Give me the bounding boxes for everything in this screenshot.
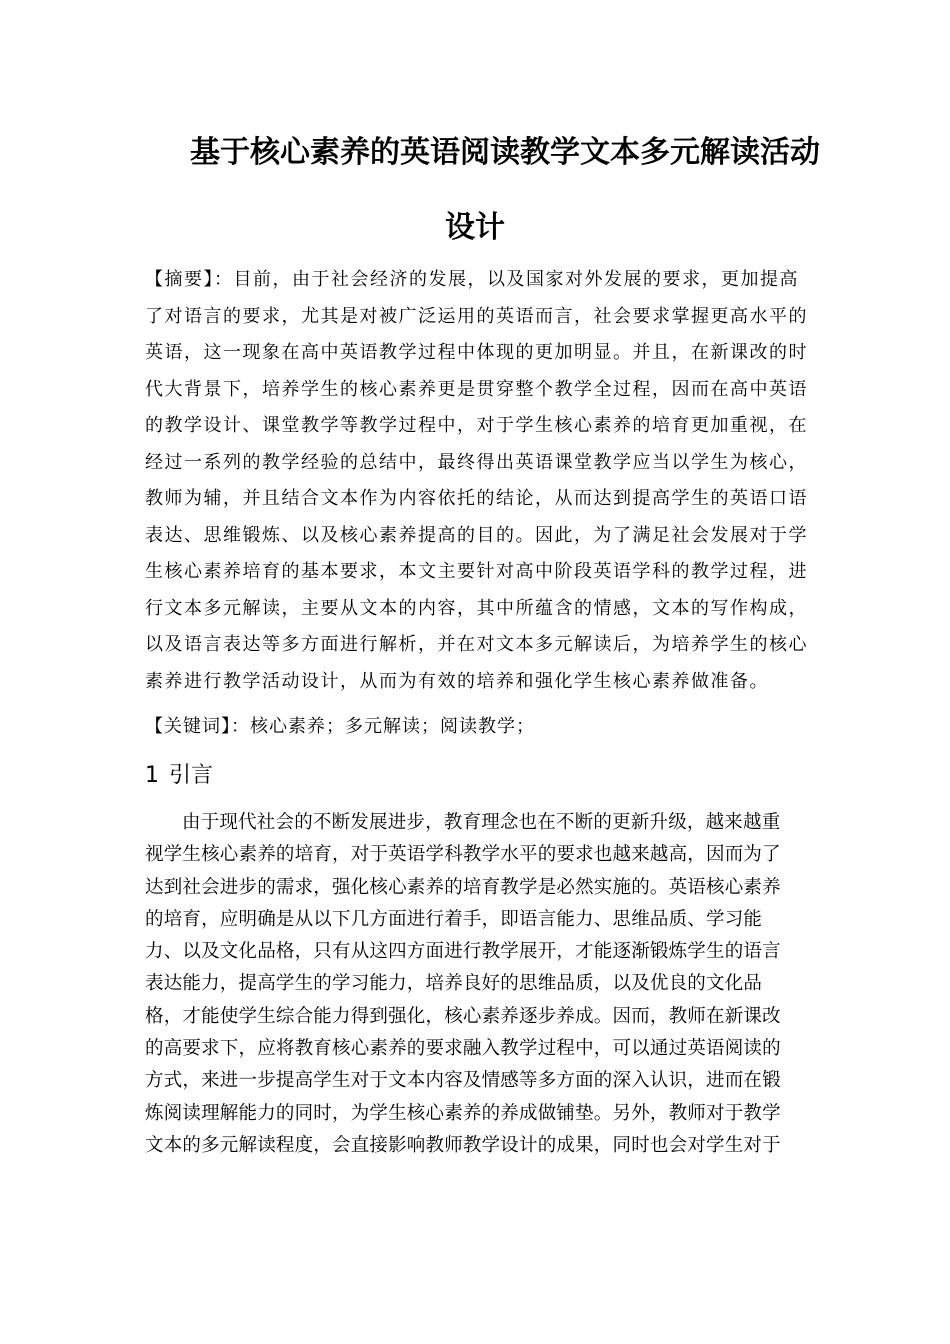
abstract-line: 素养进行教学活动设计，从而为有效的培养和强化学生核心素养做准备。 [145, 670, 769, 692]
body-line: 力、以及文化品格，只有从这四方面进行教学展开，才能逐渐锻炼学生的语言 [145, 941, 781, 963]
section-title: 引言 [169, 763, 214, 788]
body-line: 文本的多元解读程度，会直接影响教师教学设计的成果，同时也会对学生对于 [145, 1134, 781, 1156]
document-title-line-1: 基于核心素养的英语阅读教学文本多元解读活动 [190, 135, 820, 170]
abstract-line: 表达、思维锻炼、以及核心素养提高的目的。因此，为了满足社会发展对于学 [145, 524, 808, 546]
abstract-line: 【摘要】：目前，由于社会经济的发展，以及国家对外发展的要求，更加提高 [145, 269, 799, 290]
body-line: 的高要求下，应将教育核心素养的要求融入教学过程中，可以通过英语阅读的 [145, 1038, 781, 1060]
body-line: 达到社会进步的需求，强化核心素养的培育教学是必然实施的。英语核心素养 [145, 876, 781, 898]
abstract-block [145, 262, 808, 700]
body-line: 炼阅读理解能力的同时，为学生核心素养的养成做铺垫。另外，教师对于教学 [145, 1102, 781, 1124]
body-line: 的培育，应明确是从以下几方面进行着手，即语言能力、思维品质、学习能 [145, 908, 763, 930]
introduction-body [145, 807, 805, 1162]
abstract-line: 以及语言表达等多方面进行解析，并在对文本多元解读后，为培养学生的核心 [145, 634, 808, 655]
body-line: 视学生核心素养的培育，对于英语学科教学水平的要求也越来越高，因而为了 [145, 844, 781, 866]
abstract-line: 了对语言的要求，尤其是对被广泛运用的英语而言，社会要求掌握更高水平的 [145, 305, 808, 327]
body-line: 格，才能使学生综合能力得到强化，核心素养逐步养成。因而，教师在新课改 [145, 1005, 781, 1027]
section-number: 1 [145, 763, 159, 788]
abstract-line: 行文本多元解读，主要从文本的内容，其中所蕴含的情感，文本的写作构成， [145, 597, 808, 619]
abstract-line: 教师为辅，并且结合文本作为内容依托的结论，从而达到提高学生的英语口语 [145, 488, 808, 509]
abstract-line: 生核心素养培育的基本要求，本文主要针对高中阶段英语学科的教学过程，进 [145, 561, 808, 582]
abstract-line: 的教学设计、课堂教学等教学过程中，对于学生核心素养的培育更加重视，在 [145, 415, 808, 436]
section-heading-introduction [145, 759, 213, 793]
document-title-line-2: 设计 [445, 210, 505, 245]
abstract-line: 代大背景下，培养学生的核心素养更是贯穿整个教学全过程，因而在高中英语 [145, 378, 808, 400]
body-line: 表达能力，提高学生的学习能力，培养良好的思维品质，以及优良的文化品 [145, 973, 763, 995]
body-line: 方式，来进一步提高学生对于文本内容及情感等多方面的深入认识，进而在锻 [145, 1070, 781, 1092]
abstract-line: 英语，这一现象在高中英语教学过程中体现的更加明显。并且，在新课改的时 [145, 342, 808, 363]
keywords-line: 【关键词】：核心素养；多元解读；阅读教学； [145, 716, 535, 737]
abstract-line: 经过一系列的教学经验的总结中，最终得出英语课堂教学应当以学生为核心， [145, 451, 808, 473]
body-line: 由于现代社会的不断发展进步，教育理念也在不断的更新升级，越来越重 [182, 812, 781, 833]
